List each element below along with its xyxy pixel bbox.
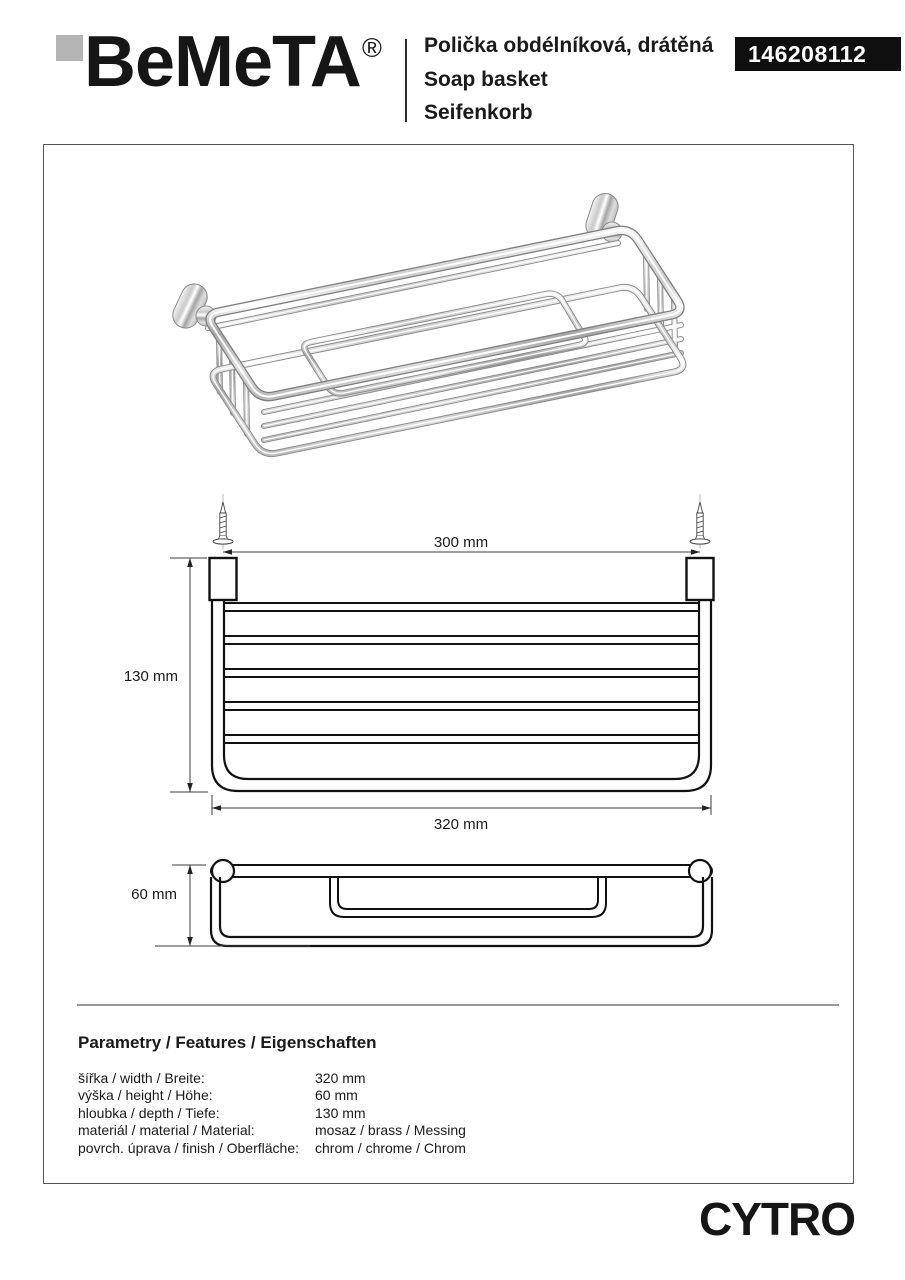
parameter-label: povrch. úprava / finish / Oberfläche: bbox=[78, 1139, 299, 1156]
parameter-row bbox=[78, 1140, 466, 1157]
product-name-cs: Polička obdélníková, drátěná bbox=[424, 34, 714, 57]
product-code-badge bbox=[735, 37, 901, 71]
parameter-value: 60 mm bbox=[315, 1087, 358, 1104]
dimension-hole-spacing bbox=[223, 534, 700, 555]
parameter-value: mosaz / brass / Messing bbox=[315, 1122, 466, 1139]
parameter-label: hloubka / depth / Tiefe: bbox=[78, 1104, 220, 1121]
logo-square-icon bbox=[56, 35, 83, 61]
parameter-label: výška / height / Höhe: bbox=[78, 1087, 213, 1104]
brand-logo: BeMeTA bbox=[84, 22, 361, 102]
dimension-height bbox=[124, 558, 208, 792]
wall-bracket bbox=[687, 558, 714, 600]
parameter-label: šířka / width / Breite: bbox=[78, 1070, 205, 1086]
dimension-width bbox=[212, 795, 711, 833]
parameter-value: 130 mm bbox=[315, 1104, 366, 1121]
dimension-label: 320 mm bbox=[433, 816, 489, 833]
parameters-heading: Parametry / Features / Eigenschaften bbox=[78, 1033, 377, 1052]
product-titles bbox=[424, 29, 713, 130]
parameter-row bbox=[78, 1087, 466, 1104]
parameter-label: materiál / material / Material: bbox=[78, 1122, 255, 1139]
registered-trademark: ® bbox=[362, 33, 382, 63]
parameters-table bbox=[78, 1070, 466, 1157]
section-divider bbox=[77, 1004, 839, 1006]
product-code: 146208112 bbox=[748, 41, 867, 67]
front-view-drawing bbox=[124, 494, 714, 833]
collection-name: CYTRO bbox=[699, 1193, 855, 1245]
parameter-row bbox=[78, 1122, 466, 1139]
parameter-value: chrom / chrome / Chrom bbox=[315, 1139, 466, 1156]
parameter-row bbox=[78, 1105, 466, 1122]
parameter-row bbox=[78, 1070, 466, 1087]
parameter-value: 320 mm bbox=[315, 1070, 366, 1086]
dimension-label: 300 mm bbox=[433, 534, 489, 551]
wall-bracket bbox=[210, 558, 237, 600]
screw-icon bbox=[213, 494, 233, 549]
product-name-en: Soap basket bbox=[424, 67, 548, 91]
dimension-label: 60 mm bbox=[131, 886, 177, 903]
dimension-label: 130 mm bbox=[123, 668, 178, 685]
product-name-de: Seifenkorb bbox=[424, 101, 533, 124]
header-divider bbox=[405, 39, 407, 122]
screw-icon bbox=[690, 494, 710, 549]
side-view-drawing bbox=[131, 860, 712, 946]
technical-drawings bbox=[43, 144, 855, 1185]
